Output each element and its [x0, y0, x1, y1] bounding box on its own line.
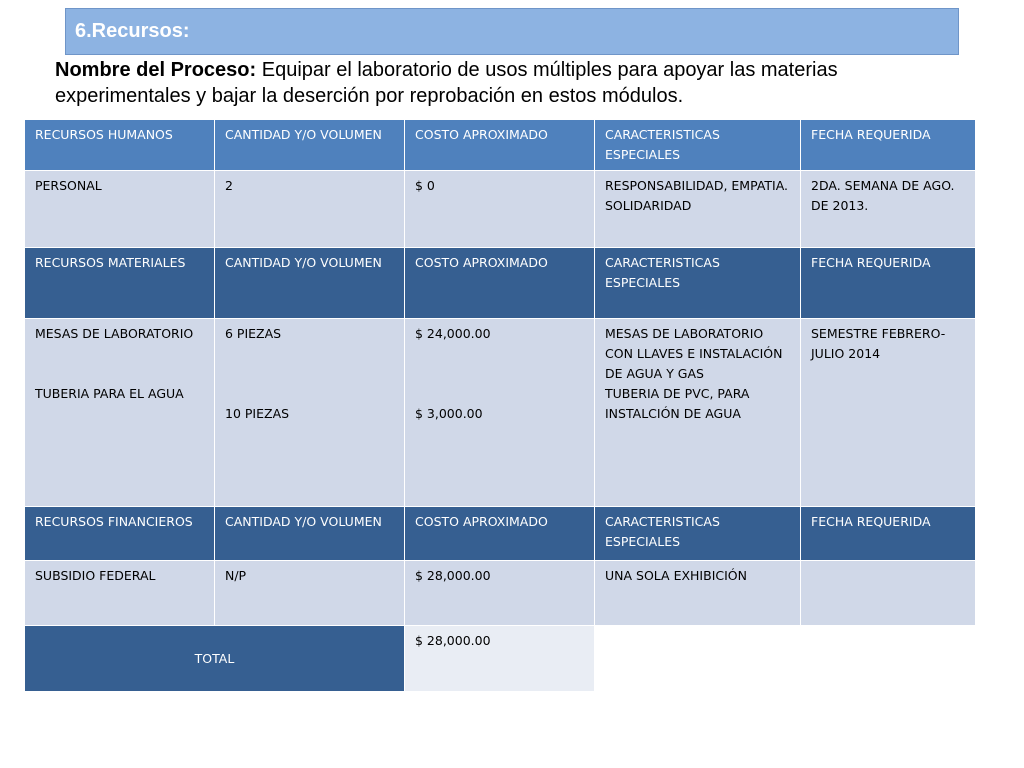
- empty-cell: [801, 626, 976, 692]
- table-cell: [25, 319, 215, 507]
- header-cell: CARACTERISTICAS ESPECIALES: [595, 507, 801, 561]
- resources-table: [24, 119, 976, 692]
- table-cell: $ 0: [405, 171, 595, 248]
- table-row: [25, 171, 976, 248]
- table-cell: UNA SOLA EXHIBICIÓN: [595, 561, 801, 626]
- total-value: $ 28,000.00: [405, 626, 595, 692]
- header-cell: FECHA REQUERIDA: [801, 120, 976, 171]
- header-cell: COSTO APROXIMADO: [405, 248, 595, 319]
- table-cell: 2DA. SEMANA DE AGO. DE 2013.: [801, 171, 976, 248]
- header-cell: COSTO APROXIMADO: [405, 120, 595, 171]
- table-cell: SUBSIDIO FEDERAL: [25, 561, 215, 626]
- slide-title-bar: [65, 8, 959, 55]
- table-cell: $ 28,000.00: [405, 561, 595, 626]
- table-cell: N/P: [215, 561, 405, 626]
- item-characteristics: TUBERIA DE PVC, PARA INSTALCIÓN DE AGUA: [605, 386, 750, 421]
- table-cell: RESPONSABILIDAD, EMPATIA. SOLIDARIDAD: [595, 171, 801, 248]
- item-name: TUBERIA PARA EL AGUA: [35, 386, 184, 401]
- process-label: Nombre del Proceso:: [55, 59, 257, 81]
- table-header-row: [25, 248, 976, 319]
- item-cost: $ 3,000.00: [415, 406, 483, 421]
- item-cost: $ 24,000.00: [415, 326, 491, 341]
- table-row: [25, 319, 976, 507]
- table-cell: [801, 561, 976, 626]
- empty-cell: [595, 626, 801, 692]
- header-cell: CARACTERISTICAS ESPECIALES: [595, 248, 801, 319]
- header-cell: COSTO APROXIMADO: [405, 507, 595, 561]
- header-cell: RECURSOS FINANCIEROS: [25, 507, 215, 561]
- header-cell: CANTIDAD Y/O VOLUMEN: [215, 507, 405, 561]
- table-cell: [215, 319, 405, 507]
- table-header-row: [25, 120, 976, 171]
- total-label: TOTAL: [25, 626, 405, 692]
- total-row: [25, 626, 976, 692]
- slide-title: 6.Recursos:: [75, 20, 190, 42]
- table-row: [25, 561, 976, 626]
- header-cell: FECHA REQUERIDA: [801, 248, 976, 319]
- item-quantity: 6 PIEZAS: [225, 326, 282, 341]
- table-header-row: [25, 507, 976, 561]
- table-cell: [405, 319, 595, 507]
- item-characteristics: MESAS DE LABORATORIO CON LLAVES E INSTALACIÓN DE AGUA Y GAS: [605, 326, 783, 381]
- process-description: [55, 57, 965, 109]
- item-quantity: 10 PIEZAS: [225, 406, 290, 421]
- header-cell: CANTIDAD Y/O VOLUMEN: [215, 120, 405, 171]
- header-cell: RECURSOS HUMANOS: [25, 120, 215, 171]
- table-cell: PERSONAL: [25, 171, 215, 248]
- item-name: MESAS DE LABORATORIO: [35, 326, 194, 341]
- process-text: Equipar el laboratorio de usos múltiples para apoyar las materias experimentales y bajar la deserción por reprobación en estos módulos.: [55, 59, 838, 107]
- header-cell: CANTIDAD Y/O VOLUMEN: [215, 248, 405, 319]
- table-cell: 2: [215, 171, 405, 248]
- header-cell: CARACTERISTICAS ESPECIALES: [595, 120, 801, 171]
- header-cell: RECURSOS MATERIALES: [25, 248, 215, 319]
- table-cell: SEMESTRE FEBRERO-JULIO 2014: [801, 319, 976, 507]
- header-cell: FECHA REQUERIDA: [801, 507, 976, 561]
- table-cell: [595, 319, 801, 507]
